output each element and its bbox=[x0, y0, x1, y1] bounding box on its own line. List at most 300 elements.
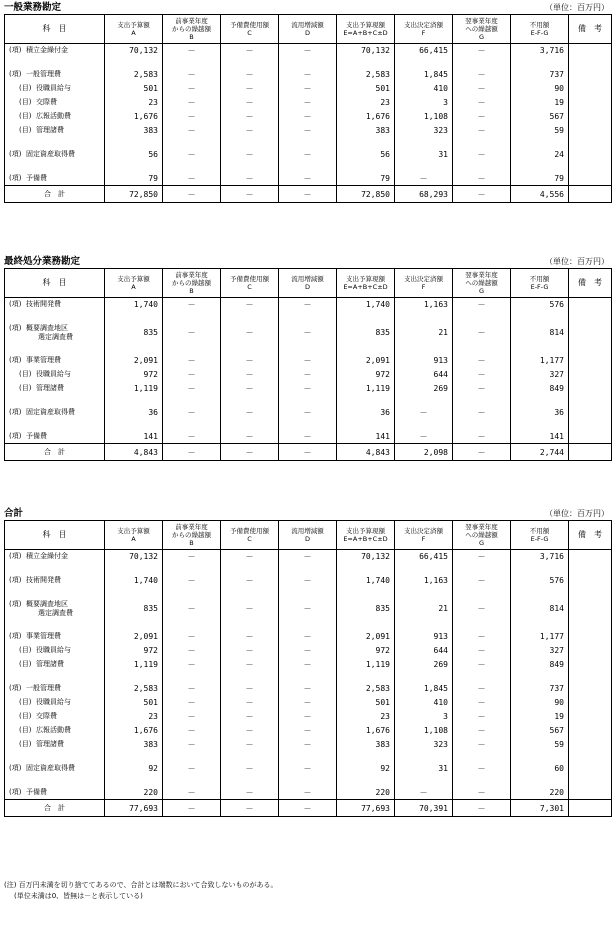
item-level: (項) bbox=[9, 576, 22, 584]
amount-f: 21 bbox=[395, 598, 453, 620]
amount-d: － bbox=[279, 382, 337, 396]
total-row bbox=[5, 800, 612, 817]
amount-b: － bbox=[163, 298, 221, 312]
remarks-cell bbox=[569, 444, 612, 461]
amount-a: 1,119 bbox=[105, 658, 163, 672]
header-line: A bbox=[131, 29, 136, 37]
header-line: B bbox=[189, 287, 194, 295]
amount-e: 383 bbox=[337, 738, 395, 752]
item-level: (項) bbox=[9, 787, 22, 796]
amount-g: － bbox=[453, 110, 511, 124]
amount-e: 72,850 bbox=[337, 186, 395, 203]
amount-c: － bbox=[221, 82, 279, 96]
header-line: 不用額 bbox=[529, 21, 550, 29]
item-cell bbox=[5, 322, 105, 344]
item-level: (項) bbox=[9, 684, 22, 692]
amount-h: 59 bbox=[511, 124, 569, 138]
item-level: (目) bbox=[19, 84, 32, 92]
amount-g: － bbox=[453, 762, 511, 776]
remarks-cell bbox=[569, 110, 612, 124]
amount-d: － bbox=[279, 800, 337, 817]
table-row bbox=[5, 172, 612, 186]
spacer-row bbox=[5, 588, 612, 598]
item-label: 広報活動費 bbox=[36, 726, 71, 734]
item-cell bbox=[5, 630, 105, 644]
amount-h: 576 bbox=[511, 574, 569, 588]
item-cell bbox=[5, 644, 105, 658]
amount-c: － bbox=[221, 44, 279, 58]
amount-c: － bbox=[221, 322, 279, 344]
item-label-line2: 選定調査費 bbox=[38, 332, 73, 341]
amount-e: 220 bbox=[337, 786, 395, 800]
header-g bbox=[453, 269, 511, 298]
header-line: F bbox=[421, 283, 426, 291]
section-title: 一般業務勘定 bbox=[4, 2, 62, 13]
amount-g: － bbox=[453, 550, 511, 564]
remarks-cell bbox=[569, 368, 612, 382]
amount-g: － bbox=[453, 44, 511, 58]
amount-f: 1,108 bbox=[395, 110, 453, 124]
remarks-cell bbox=[569, 322, 612, 344]
header-line: 翌事業年度 bbox=[465, 17, 498, 25]
amount-a: 23 bbox=[105, 96, 163, 110]
amount-b: － bbox=[163, 738, 221, 752]
item-level: (項) bbox=[9, 150, 22, 158]
amount-a: 1,676 bbox=[105, 724, 163, 738]
remarks-cell bbox=[569, 724, 612, 738]
item-label: 概要調査地区 bbox=[26, 323, 68, 332]
item-cell bbox=[5, 658, 105, 672]
amount-g: － bbox=[453, 696, 511, 710]
amount-g: － bbox=[453, 738, 511, 752]
table-row bbox=[5, 574, 612, 588]
amount-g: － bbox=[453, 368, 511, 382]
header-line: B bbox=[189, 539, 194, 547]
spacer-row bbox=[5, 620, 612, 630]
amount-d: － bbox=[279, 682, 337, 696]
spacer-row bbox=[5, 396, 612, 406]
amount-a: 70,132 bbox=[105, 44, 163, 58]
item-label: 予備費 bbox=[26, 431, 47, 440]
header-c bbox=[221, 269, 279, 298]
header-f bbox=[395, 269, 453, 298]
header-line: 支出決定済額 bbox=[404, 21, 443, 29]
amount-g: － bbox=[453, 298, 511, 312]
amount-h: 3,716 bbox=[511, 44, 569, 58]
amount-c: － bbox=[221, 110, 279, 124]
amount-g: － bbox=[453, 96, 511, 110]
header-line: G bbox=[478, 287, 485, 295]
amount-f: － bbox=[395, 406, 453, 420]
amount-h: 36 bbox=[511, 406, 569, 420]
header-h bbox=[511, 15, 569, 44]
amount-a: 77,693 bbox=[105, 800, 163, 817]
amount-b: － bbox=[163, 786, 221, 800]
header-line: 支出予算現額 bbox=[346, 275, 385, 283]
amount-e: 1,119 bbox=[337, 382, 395, 396]
amount-h: 141 bbox=[511, 430, 569, 444]
item-label: 一般管理費 bbox=[26, 70, 61, 78]
amount-e: 2,091 bbox=[337, 630, 395, 644]
amount-f: 644 bbox=[395, 368, 453, 382]
amount-c: － bbox=[221, 430, 279, 444]
item-level: (目) bbox=[19, 98, 32, 106]
budget-table bbox=[4, 520, 612, 817]
section-title: 合計 bbox=[4, 508, 24, 519]
amount-f: 323 bbox=[395, 124, 453, 138]
header-g bbox=[453, 521, 511, 550]
amount-c: － bbox=[221, 724, 279, 738]
unit-label: （単位：百万円） bbox=[545, 3, 609, 12]
amount-h: 19 bbox=[511, 96, 569, 110]
amount-h: 90 bbox=[511, 82, 569, 96]
amount-b: － bbox=[163, 68, 221, 82]
amount-e: 1,676 bbox=[337, 724, 395, 738]
amount-b: － bbox=[163, 382, 221, 396]
amount-e: 4,843 bbox=[337, 444, 395, 461]
header-line: F bbox=[421, 535, 426, 543]
amount-c: － bbox=[221, 406, 279, 420]
item-level: (項) bbox=[9, 408, 22, 416]
header-e bbox=[337, 15, 395, 44]
table-row bbox=[5, 696, 612, 710]
item-label: 固定資産取得費 bbox=[26, 408, 75, 416]
amount-b: － bbox=[163, 124, 221, 138]
budget-table bbox=[4, 14, 612, 203]
remarks-cell bbox=[569, 762, 612, 776]
amount-g: － bbox=[453, 68, 511, 82]
header-line: からの繰越額 bbox=[172, 531, 211, 539]
header-line: D bbox=[304, 29, 310, 37]
item-label-line2: 選定調査費 bbox=[38, 608, 73, 617]
item-level: (目) bbox=[19, 726, 32, 734]
amount-h: 567 bbox=[511, 110, 569, 124]
amount-d: － bbox=[279, 762, 337, 776]
item-level: (項) bbox=[9, 764, 22, 772]
amount-a: 383 bbox=[105, 124, 163, 138]
amount-g: － bbox=[453, 444, 511, 461]
amount-e: 835 bbox=[337, 322, 395, 344]
item-cell bbox=[5, 696, 105, 710]
remarks-cell bbox=[569, 738, 612, 752]
header-line: E=A+B+C±D bbox=[343, 29, 388, 37]
table-row bbox=[5, 148, 612, 162]
total-row bbox=[5, 444, 612, 461]
header-line: 支出予算額 bbox=[117, 527, 150, 535]
amount-h: 3,716 bbox=[511, 550, 569, 564]
header-line: への繰越額 bbox=[465, 531, 498, 539]
amount-b: － bbox=[163, 430, 221, 444]
header-row bbox=[5, 269, 612, 298]
table-row bbox=[5, 44, 612, 58]
amount-b: － bbox=[163, 762, 221, 776]
header-line: E=A+B+C±D bbox=[343, 283, 388, 291]
spacer-row bbox=[5, 312, 612, 322]
table-row bbox=[5, 96, 612, 110]
amount-a: 501 bbox=[105, 82, 163, 96]
item-cell bbox=[5, 186, 105, 203]
amount-h: 79 bbox=[511, 172, 569, 186]
amount-b: － bbox=[163, 96, 221, 110]
remarks-cell bbox=[569, 696, 612, 710]
table-row bbox=[5, 110, 612, 124]
amount-d: － bbox=[279, 598, 337, 620]
amount-f: 3 bbox=[395, 710, 453, 724]
amount-c: － bbox=[221, 710, 279, 724]
table-row bbox=[5, 82, 612, 96]
amount-a: 835 bbox=[105, 322, 163, 344]
amount-c: － bbox=[221, 574, 279, 588]
table-row bbox=[5, 550, 612, 564]
amount-h: 1,177 bbox=[511, 630, 569, 644]
header-f bbox=[395, 521, 453, 550]
table-row bbox=[5, 644, 612, 658]
header-line: C bbox=[247, 29, 252, 37]
header-line: A bbox=[131, 283, 136, 291]
item-cell bbox=[5, 82, 105, 96]
amount-a: 220 bbox=[105, 786, 163, 800]
header-line: 支出予算現額 bbox=[346, 527, 385, 535]
spacer-row bbox=[5, 752, 612, 762]
remarks-cell bbox=[569, 710, 612, 724]
header-line: F bbox=[421, 29, 426, 37]
amount-g: － bbox=[453, 724, 511, 738]
item-label: 固定資産取得費 bbox=[26, 764, 75, 772]
footnote bbox=[4, 880, 278, 902]
amount-a: 79 bbox=[105, 172, 163, 186]
amount-h: 7,301 bbox=[511, 800, 569, 817]
table-row bbox=[5, 658, 612, 672]
item-cell bbox=[5, 68, 105, 82]
header-line: 予備費使用額 bbox=[230, 275, 269, 283]
amount-f: 410 bbox=[395, 82, 453, 96]
amount-d: － bbox=[279, 430, 337, 444]
amount-a: 4,843 bbox=[105, 444, 163, 461]
header-b bbox=[163, 15, 221, 44]
amount-e: 1,676 bbox=[337, 110, 395, 124]
amount-d: － bbox=[279, 354, 337, 368]
spacer-row bbox=[5, 420, 612, 430]
item-level: (項) bbox=[9, 70, 22, 78]
amount-a: 2,091 bbox=[105, 630, 163, 644]
remarks-cell bbox=[569, 406, 612, 420]
amount-h: 90 bbox=[511, 696, 569, 710]
amount-g: － bbox=[453, 382, 511, 396]
remarks-cell bbox=[569, 354, 612, 368]
amount-c: － bbox=[221, 96, 279, 110]
remarks-cell bbox=[569, 598, 612, 620]
item-cell bbox=[5, 110, 105, 124]
item-level: (項) bbox=[9, 300, 22, 309]
amount-b: － bbox=[163, 644, 221, 658]
amount-e: 972 bbox=[337, 644, 395, 658]
amount-f: 66,415 bbox=[395, 550, 453, 564]
table-row bbox=[5, 786, 612, 800]
amount-f: 2,098 bbox=[395, 444, 453, 461]
header-line: 支出決定済額 bbox=[404, 527, 443, 535]
amount-h: 567 bbox=[511, 724, 569, 738]
item-level: (項) bbox=[9, 632, 22, 640]
table-row bbox=[5, 724, 612, 738]
header-a bbox=[105, 521, 163, 550]
total-label: 合 計 bbox=[44, 803, 65, 812]
amount-a: 1,119 bbox=[105, 382, 163, 396]
amount-c: － bbox=[221, 68, 279, 82]
item-label: 広報活動費 bbox=[36, 112, 71, 120]
remarks-cell bbox=[569, 96, 612, 110]
amount-e: 1,740 bbox=[337, 574, 395, 588]
amount-g: － bbox=[453, 644, 511, 658]
table-row bbox=[5, 298, 612, 312]
header-b bbox=[163, 269, 221, 298]
item-label: 予備費 bbox=[26, 173, 47, 182]
table-row bbox=[5, 124, 612, 138]
amount-d: － bbox=[279, 574, 337, 588]
amount-d: － bbox=[279, 44, 337, 58]
amount-g: － bbox=[453, 322, 511, 344]
header-line: 翌事業年度 bbox=[465, 523, 498, 531]
item-cell bbox=[5, 762, 105, 776]
amount-h: 220 bbox=[511, 786, 569, 800]
item-label: 技術開発費 bbox=[26, 576, 61, 584]
header-d bbox=[279, 269, 337, 298]
amount-f: － bbox=[395, 172, 453, 186]
amount-h: 327 bbox=[511, 644, 569, 658]
item-label: 管理諸費 bbox=[36, 660, 64, 668]
amount-d: － bbox=[279, 786, 337, 800]
amount-a: 1,740 bbox=[105, 574, 163, 588]
item-label: 事業管理費 bbox=[26, 356, 61, 364]
amount-c: － bbox=[221, 124, 279, 138]
remarks-cell bbox=[569, 682, 612, 696]
table-row bbox=[5, 630, 612, 644]
amount-f: 1,845 bbox=[395, 68, 453, 82]
amount-f: 3 bbox=[395, 96, 453, 110]
table-row bbox=[5, 598, 612, 620]
item-cell bbox=[5, 800, 105, 817]
spacer-row bbox=[5, 138, 612, 148]
amount-e: 1,740 bbox=[337, 298, 395, 312]
item-label: 予備費 bbox=[26, 787, 47, 796]
item-cell bbox=[5, 368, 105, 382]
header-line: C bbox=[247, 283, 252, 291]
amount-h: 814 bbox=[511, 322, 569, 344]
amount-e: 92 bbox=[337, 762, 395, 776]
amount-d: － bbox=[279, 444, 337, 461]
item-cell bbox=[5, 298, 105, 312]
unit-label: （単位：百万円） bbox=[545, 509, 609, 518]
remarks-cell bbox=[569, 630, 612, 644]
amount-e: 79 bbox=[337, 172, 395, 186]
amount-e: 2,091 bbox=[337, 354, 395, 368]
item-cell bbox=[5, 124, 105, 138]
item-cell bbox=[5, 406, 105, 420]
table-row bbox=[5, 430, 612, 444]
table-row bbox=[5, 738, 612, 752]
amount-a: 383 bbox=[105, 738, 163, 752]
amount-e: 2,583 bbox=[337, 68, 395, 82]
remarks-cell bbox=[569, 430, 612, 444]
amount-b: － bbox=[163, 354, 221, 368]
amount-b: － bbox=[163, 444, 221, 461]
amount-h: 24 bbox=[511, 148, 569, 162]
amount-b: － bbox=[163, 598, 221, 620]
header-line: 前事業年度 bbox=[175, 271, 208, 279]
item-label: 役職員給与 bbox=[36, 370, 71, 378]
amount-g: － bbox=[453, 658, 511, 672]
amount-d: － bbox=[279, 96, 337, 110]
amount-h: 4,556 bbox=[511, 186, 569, 203]
item-label: 管理諸費 bbox=[36, 126, 64, 134]
amount-d: － bbox=[279, 696, 337, 710]
amount-a: 72,850 bbox=[105, 186, 163, 203]
header-line: D bbox=[304, 535, 310, 543]
header-line: への繰越額 bbox=[465, 25, 498, 33]
table-row bbox=[5, 68, 612, 82]
remarks-cell bbox=[569, 800, 612, 817]
item-cell bbox=[5, 44, 105, 58]
amount-c: － bbox=[221, 382, 279, 396]
table-row bbox=[5, 382, 612, 396]
amount-g: － bbox=[453, 172, 511, 186]
amount-f: 21 bbox=[395, 322, 453, 344]
header-remarks: 備 考 bbox=[569, 521, 612, 550]
amount-h: 849 bbox=[511, 658, 569, 672]
header-line: G bbox=[478, 539, 485, 547]
item-label: 固定資産取得費 bbox=[26, 150, 75, 158]
remarks-cell bbox=[569, 186, 612, 203]
amount-d: － bbox=[279, 110, 337, 124]
header-d bbox=[279, 15, 337, 44]
amount-h: 19 bbox=[511, 710, 569, 724]
amount-e: 141 bbox=[337, 430, 395, 444]
item-level: (目) bbox=[19, 698, 32, 706]
item-cell bbox=[5, 598, 105, 620]
header-d bbox=[279, 521, 337, 550]
item-level: (項) bbox=[9, 431, 22, 440]
amount-d: － bbox=[279, 406, 337, 420]
amount-c: － bbox=[221, 644, 279, 658]
header-a bbox=[105, 15, 163, 44]
amount-d: － bbox=[279, 298, 337, 312]
amount-d: － bbox=[279, 368, 337, 382]
header-line: 翌事業年度 bbox=[465, 271, 498, 279]
amount-b: － bbox=[163, 724, 221, 738]
header-line: C bbox=[247, 535, 252, 543]
amount-f: － bbox=[395, 430, 453, 444]
item-label: 交際費 bbox=[36, 712, 57, 720]
amount-g: － bbox=[453, 124, 511, 138]
item-level: (項) bbox=[9, 173, 22, 182]
amount-c: － bbox=[221, 186, 279, 203]
amount-c: － bbox=[221, 786, 279, 800]
header-line: D bbox=[304, 283, 310, 291]
amount-e: 1,119 bbox=[337, 658, 395, 672]
item-cell bbox=[5, 574, 105, 588]
item-level: (目) bbox=[19, 740, 32, 748]
header-line: 流用増減額 bbox=[291, 21, 324, 29]
amount-a: 36 bbox=[105, 406, 163, 420]
item-level: (目) bbox=[19, 112, 32, 120]
amount-a: 141 bbox=[105, 430, 163, 444]
amount-f: 1,108 bbox=[395, 724, 453, 738]
amount-f: 1,163 bbox=[395, 298, 453, 312]
amount-d: － bbox=[279, 658, 337, 672]
amount-d: － bbox=[279, 322, 337, 344]
amount-f: 644 bbox=[395, 644, 453, 658]
header-item: 科 目 bbox=[5, 269, 105, 298]
amount-f: 68,293 bbox=[395, 186, 453, 203]
